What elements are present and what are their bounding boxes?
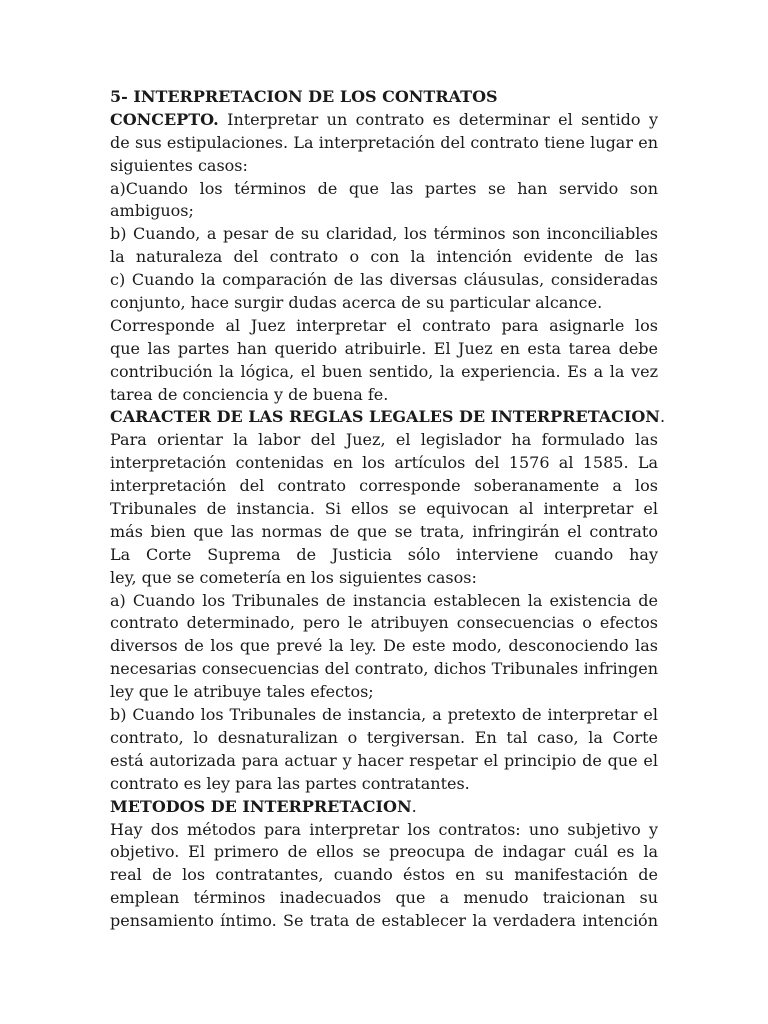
text-line — [110, 200, 658, 223]
line-text: contrato determinado, pero le atribuyen consecuencias o efectos — [110, 613, 658, 633]
text-line — [110, 544, 658, 567]
line-text: b) Cuando los Tribunales de instancia, a pretexto de interpretar el — [110, 705, 658, 725]
text-line — [110, 338, 658, 361]
line-text: conjunto, hace surgir dudas acerca de su particular alcance. — [110, 293, 603, 313]
line-text: emplean términos inadecuados que a menudo traicionan su — [110, 888, 658, 908]
line-text: ambiguos; — [110, 201, 194, 221]
text-line — [110, 658, 658, 681]
text-line — [110, 178, 658, 201]
line-text: ley, que se cometería en los siguientes casos: — [110, 567, 477, 587]
line-text: a) Cuando los Tribunales de instancia establecen la existencia de — [110, 590, 658, 610]
text-line — [110, 773, 658, 796]
text-line — [110, 750, 658, 773]
text-line — [110, 109, 658, 132]
text-line — [110, 132, 658, 155]
text-line — [110, 246, 658, 269]
text-line — [110, 292, 658, 315]
line-text: de sus estipulaciones. La interpretación del contrato tiene lugar en — [110, 132, 658, 152]
line-text: La Corte Suprema de Justicia sólo interviene cuando hay — [110, 544, 658, 564]
text-line — [110, 269, 658, 292]
bold-heading: CARACTER DE LAS REGLAS LEGALES DE INTERPRETACION — [110, 407, 660, 427]
line-text: contrato, lo desnaturalizan o tergiversan. En tal caso, la Corte — [110, 727, 658, 747]
line-text: ley que le atribuye tales efectos; — [110, 682, 374, 702]
line-text: a)Cuando los términos de que las partes se han servido son — [110, 178, 658, 198]
text-line — [110, 796, 658, 819]
text-line — [110, 361, 658, 384]
line-text: diversos de los que prevé la ley. De este modo, desconociendo las — [110, 636, 658, 656]
line-text: Interpretar un contrato es determinar el sentido y — [227, 109, 658, 129]
text-line — [110, 475, 658, 498]
text-line — [110, 910, 658, 933]
text-line — [110, 452, 658, 475]
text-line — [110, 681, 658, 704]
bold-heading: METODOS DE INTERPRETACION — [110, 796, 412, 816]
text-line — [110, 315, 658, 338]
line-text: Corresponde al Juez interpretar el contrato para asignarle los — [110, 315, 658, 335]
line-text: siguientes casos: — [110, 155, 248, 175]
bold-heading: 5- INTERPRETACION DE LOS CONTRATOS — [110, 87, 498, 106]
line-text: necesarias consecuencias del contrato, dichos Tribunales infringen — [110, 659, 658, 679]
text-line — [110, 727, 658, 750]
text-line — [110, 887, 658, 910]
line-text: . — [411, 796, 417, 816]
line-text: c) Cuando la comparación de las diversas cláusulas, consideradas — [110, 270, 658, 290]
line-text: interpretación del contrato corresponde soberanamente a los — [110, 476, 658, 496]
text-line — [110, 86, 658, 109]
text-line — [110, 819, 658, 842]
line-text: la naturaleza del contrato o con la intención evidente de las — [110, 247, 658, 267]
text-line — [110, 567, 658, 590]
bold-heading: CONCEPTO. — [110, 109, 219, 129]
line-text: objetivo. El primero de ellos se preocupa de indagar cuál es la — [110, 842, 658, 862]
text-line — [110, 498, 658, 521]
line-text: Tribunales de instancia. Si ellos se equivocan al interpretar el — [110, 499, 658, 519]
text-line — [110, 429, 658, 452]
text-line — [110, 521, 658, 544]
text-line — [110, 406, 666, 429]
text-line — [110, 704, 658, 727]
document-page — [110, 86, 666, 933]
line-text: tarea de conciencia y de buena fe. — [110, 384, 389, 404]
line-text: real de los contratantes, cuando éstos en su manifestación de — [110, 865, 658, 885]
line-text: interpretación contenidas en los artículos del 1576 al 1585. La — [110, 453, 658, 473]
line-text: más bien que las normas de que se trata, infringirán el contrato — [110, 521, 658, 541]
line-text: b) Cuando, a pesar de su claridad, los términos son inconciliables — [110, 224, 658, 244]
line-text: contrato es ley para las partes contratantes. — [110, 773, 470, 793]
text-line — [110, 155, 658, 178]
text-line — [110, 864, 658, 887]
text-line — [110, 590, 658, 613]
line-text: Hay dos métodos para interpretar los contratos: uno subjetivo y — [110, 819, 658, 839]
line-text: Para orientar la labor del Juez, el legislador ha formulado las — [110, 430, 658, 450]
text-line — [110, 612, 658, 635]
line-text: . — [659, 407, 666, 427]
text-line — [110, 635, 658, 658]
text-line — [110, 841, 658, 864]
line-text: pensamiento íntimo. Se trata de establecer la verdadera intención — [110, 911, 658, 931]
text-line — [110, 384, 658, 407]
line-text: contribución la lógica, el buen sentido, la experiencia. Es a la vez — [110, 361, 658, 381]
line-text: que las partes han querido atribuirle. El Juez en esta tarea debe — [110, 338, 658, 358]
text-line — [110, 223, 658, 246]
line-text: está autorizada para actuar y hacer respetar el principio de que el — [110, 750, 658, 770]
